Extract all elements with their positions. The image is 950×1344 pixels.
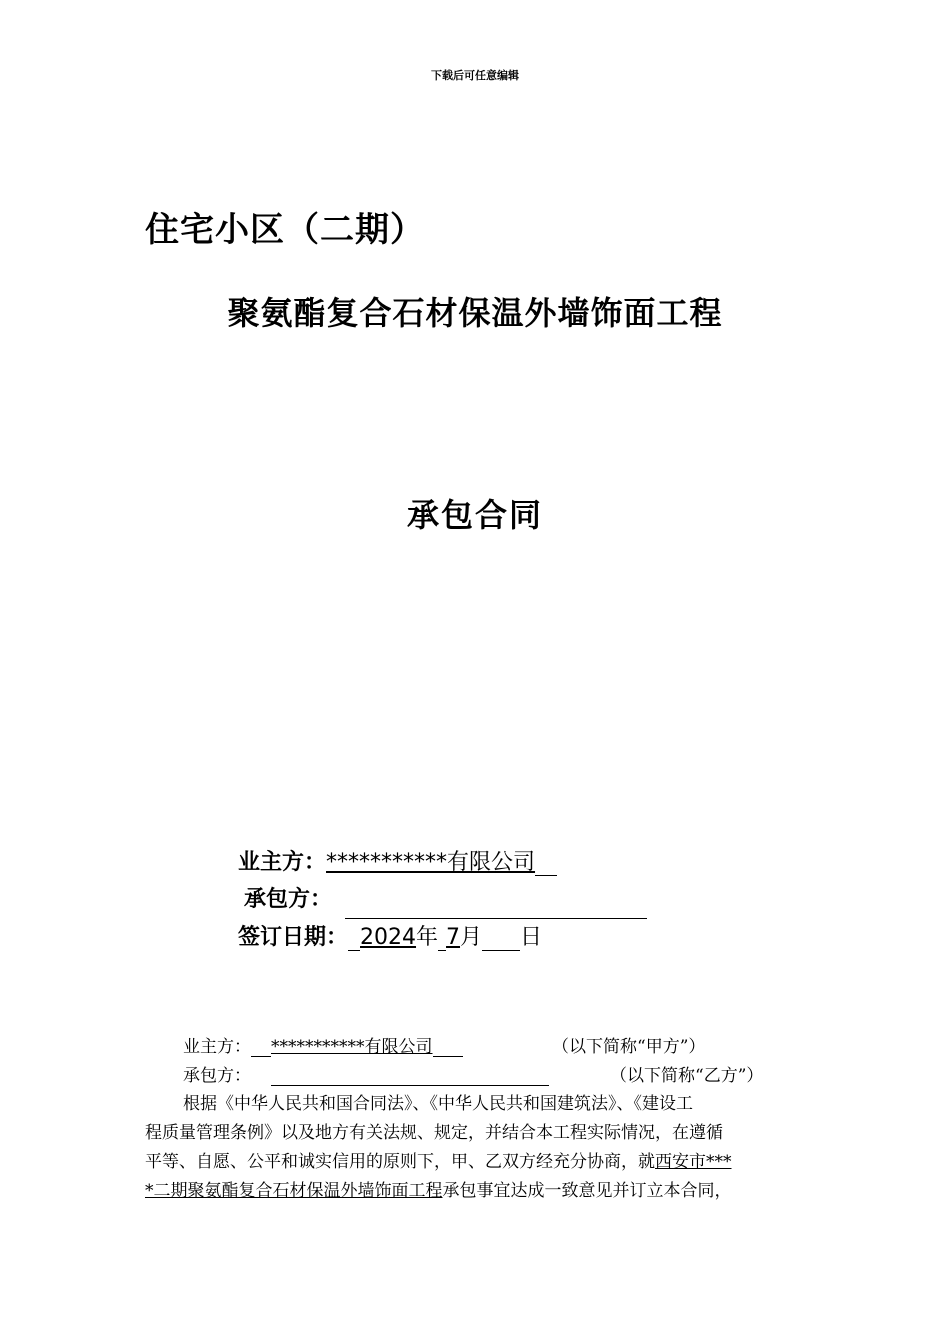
preamble-line-3 bbox=[145, 1147, 810, 1172]
project-name-part-1: 西安市*** bbox=[655, 1152, 732, 1172]
preamble-line-2: 程质量管理条例》以及地方有关法规、规定，并结合本工程实际情况，在遵循 bbox=[145, 1123, 723, 1143]
cover-owner-underline bbox=[535, 850, 557, 876]
party-owner-abbr: （以下简称“甲方”） bbox=[552, 1037, 706, 1057]
title-line-2: 聚氨酯复合石材保温外墙饰面工程 bbox=[227, 294, 723, 332]
cover-day-blank bbox=[482, 925, 520, 951]
header-note: 下载后可任意编辑 bbox=[431, 69, 519, 82]
party-owner-value: ***********有限公司 bbox=[271, 1037, 433, 1057]
cover-day-char: 日 bbox=[520, 925, 543, 950]
contractor-signature-line bbox=[345, 918, 647, 919]
party-owner-label: 业主方： bbox=[183, 1037, 251, 1057]
cover-owner-label: 业主方： bbox=[238, 850, 327, 875]
cover-year-char: 年 bbox=[416, 925, 439, 950]
preamble-line-1: 根据《中华人民共和国合同法》、《中华人民共和国建筑法》、《建设工 bbox=[183, 1094, 693, 1114]
party-owner-row bbox=[183, 1032, 848, 1057]
party-contractor-label: 承包方： bbox=[183, 1066, 251, 1086]
cover-owner-value: ***********有限公司 bbox=[326, 850, 536, 875]
preamble-line-3-text: 平等、自愿、公平和诚实信用的原则下，甲、乙双方经充分协商，就 bbox=[145, 1152, 655, 1172]
project-name-part-2: *二期聚氨酯复合石材保温外墙饰面工程 bbox=[145, 1181, 443, 1201]
cover-contractor-row bbox=[244, 882, 332, 913]
cover-date-label: 签订日期： bbox=[238, 925, 349, 950]
contract-title: 承包合同 bbox=[406, 496, 543, 534]
cover-owner-row bbox=[238, 845, 557, 876]
title-line-1: 住宅小区（二期） bbox=[145, 210, 425, 250]
cover-month-char: 月 bbox=[460, 925, 483, 950]
cover-contractor-label: 承包方： bbox=[244, 887, 333, 912]
cover-date-year: 2024 bbox=[360, 925, 417, 950]
preamble-line-4 bbox=[145, 1176, 810, 1201]
cover-date-row bbox=[238, 920, 542, 951]
party-contractor-blank bbox=[271, 1065, 549, 1086]
party-contractor-abbr: （以下简称“乙方”） bbox=[610, 1066, 764, 1086]
cover-date-month: 7 bbox=[446, 925, 461, 950]
preamble-line-4-text: 承包事宜达成一致意见并订立本合同， bbox=[442, 1181, 732, 1201]
